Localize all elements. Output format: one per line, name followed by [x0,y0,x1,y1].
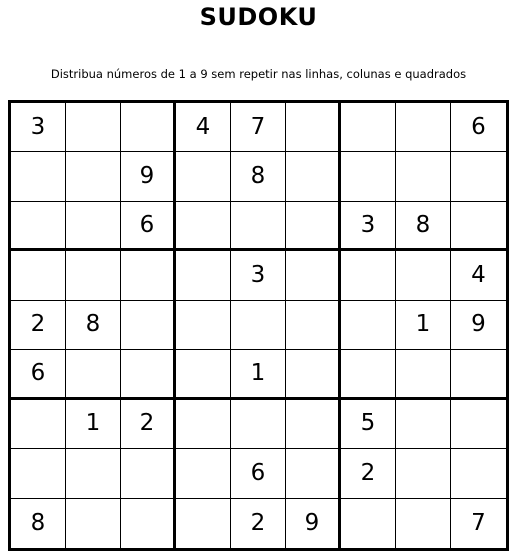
sudoku-cell-given[interactable]: 2 [121,400,176,449]
sudoku-cell-empty[interactable] [121,449,176,498]
sudoku-cell-empty[interactable] [121,251,176,300]
sudoku-cell-empty[interactable] [341,152,396,201]
sudoku-cell-given[interactable]: 9 [451,301,506,350]
sudoku-cell-empty[interactable] [396,350,451,399]
sudoku-cell-given[interactable]: 2 [11,301,66,350]
sudoku-cell-empty[interactable] [176,301,231,350]
sudoku-cell-empty[interactable] [396,103,451,152]
sudoku-cell-empty[interactable] [176,202,231,251]
sudoku-cell-given[interactable]: 8 [11,499,66,548]
sudoku-cell-empty[interactable] [11,400,66,449]
sudoku-cell-given[interactable]: 1 [66,400,121,449]
sudoku-cell-empty[interactable] [231,202,286,251]
sudoku-cell-empty[interactable] [396,499,451,548]
sudoku-grid [8,100,509,551]
sudoku-cell-empty[interactable] [11,152,66,201]
sudoku-cell-empty[interactable] [11,202,66,251]
sudoku-cell-empty[interactable] [451,152,506,201]
sudoku-cell-empty[interactable] [121,350,176,399]
sudoku-cell-empty[interactable] [451,350,506,399]
sudoku-cell-empty[interactable] [176,449,231,498]
sudoku-cell-given[interactable]: 3 [341,202,396,251]
sudoku-cell-given[interactable]: 7 [471,509,486,536]
sudoku-cell-empty[interactable] [66,152,121,201]
sudoku-cell-given[interactable]: 8 [231,152,286,201]
sudoku-cell-empty[interactable] [176,152,231,201]
sudoku-cell-empty[interactable] [396,400,451,449]
sudoku-cell-empty[interactable] [121,103,176,152]
sudoku-cell-given[interactable]: 5 [341,400,396,449]
sudoku-cell-empty[interactable] [11,251,66,300]
sudoku-cell-empty[interactable] [286,301,341,350]
sudoku-cell-empty[interactable] [66,251,121,300]
sudoku-cell-given[interactable]: 6 [11,350,66,399]
sudoku-cell-empty[interactable] [66,499,121,548]
sudoku-cell-empty[interactable] [11,449,66,498]
sudoku-cell-given[interactable]: 4 [451,251,506,300]
sudoku-cell-empty[interactable] [286,152,341,201]
sudoku-cell-empty[interactable] [66,103,121,152]
sudoku-cell-empty[interactable] [231,301,286,350]
sudoku-cell-empty[interactable] [396,449,451,498]
sudoku-cell-empty[interactable] [396,251,451,300]
sudoku-cell-given[interactable]: 2 [341,449,396,498]
sudoku-cell-empty[interactable] [451,202,506,251]
sudoku-cell-empty[interactable] [286,449,341,498]
instructions-text: Distribua números de 1 a 9 sem repetir nas linhas, colunas e quadrados [50,67,467,81]
sudoku-cell-empty[interactable] [341,350,396,399]
sudoku-cell-given[interactable]: 9 [286,499,341,548]
sudoku-cell-given[interactable]: 4 [176,103,231,152]
sudoku-cell-given[interactable]: 6 [231,449,286,498]
sudoku-cell-given[interactable]: 3 [231,251,286,300]
sudoku-cell-empty[interactable] [66,449,121,498]
sudoku-cell-empty[interactable] [176,499,231,548]
sudoku-cell-empty[interactable] [451,400,506,449]
sudoku-cell-empty[interactable] [286,202,341,251]
sudoku-cell-given[interactable]: 9 [121,152,176,201]
sudoku-cell-empty[interactable] [176,400,231,449]
sudoku-cell-given[interactable]: 1 [396,301,451,350]
sudoku-cell-empty[interactable] [341,103,396,152]
sudoku-cell-given[interactable]: 6 [121,202,176,251]
sudoku-cell-given[interactable]: 1 [231,350,286,399]
sudoku-cell-given[interactable]: 3 [11,103,66,152]
sudoku-cell-empty[interactable] [286,400,341,449]
sudoku-cell-empty[interactable] [286,103,341,152]
sudoku-cell-given[interactable]: 6 [451,103,506,152]
sudoku-cell-empty[interactable] [121,499,176,548]
sudoku-cell-empty[interactable] [341,301,396,350]
sudoku-cell-empty[interactable] [66,350,121,399]
sudoku-cell-empty[interactable] [396,152,451,201]
sudoku-cell-empty[interactable] [231,400,286,449]
sudoku-cell-empty[interactable] [66,202,121,251]
sudoku-cell-empty[interactable] [341,251,396,300]
sudoku-cell-given[interactable]: 8 [66,301,121,350]
sudoku-cell-empty[interactable] [451,449,506,498]
sudoku-cell-empty[interactable] [341,499,396,548]
sudoku-cell-empty[interactable] [286,251,341,300]
sudoku-cell-empty[interactable] [286,350,341,399]
page-title: SUDOKU [199,3,318,31]
sudoku-cell-empty[interactable] [176,350,231,399]
sudoku-cell-given[interactable]: 8 [396,202,451,251]
sudoku-cell-given[interactable]: 2 [231,499,286,548]
sudoku-cell-empty[interactable] [121,301,176,350]
sudoku-cell-empty[interactable] [176,251,231,300]
sudoku-cell-given[interactable]: 7 [231,103,286,152]
